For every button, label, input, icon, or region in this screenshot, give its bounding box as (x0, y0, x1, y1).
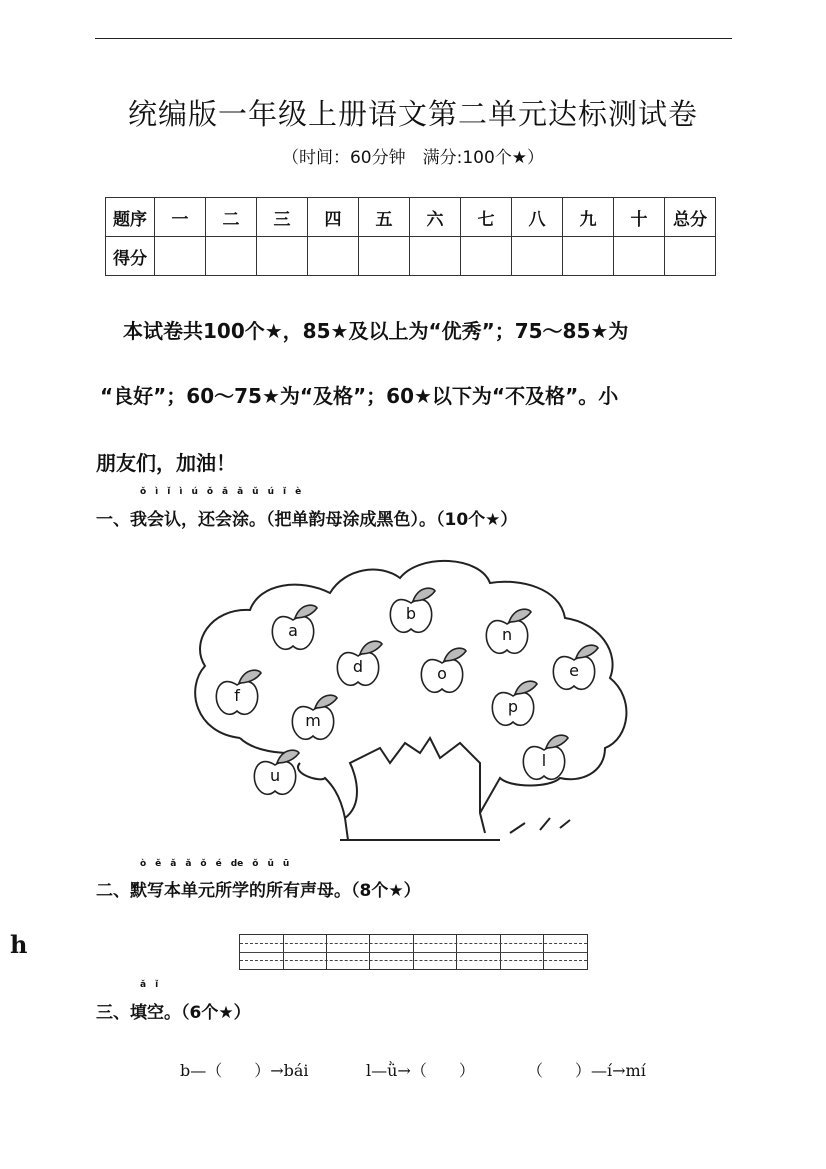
top-rule (95, 38, 732, 39)
apple (553, 645, 598, 689)
q1-heading: 一、我会认，还会涂。（把单韵母涂成黑色）。（10个★） (96, 510, 518, 530)
score-input-cell[interactable] (257, 237, 308, 276)
q3-heading: 三、填空。（6个★） (96, 1003, 251, 1023)
page-title: 统编版一年级上册语文第二单元达标测试卷 (127, 97, 698, 131)
score-table-cell: 得分 (106, 237, 155, 276)
score-table-cell: 二 (206, 198, 257, 237)
score-table-score-row (106, 237, 716, 276)
apple (292, 695, 337, 739)
apple (216, 670, 261, 714)
apple-letter: f (234, 686, 240, 705)
score-table-cell: 总分 (665, 198, 716, 237)
fill-blank-item-3[interactable]: （ ）—í→mí (527, 1061, 646, 1080)
apple-letter: d (352, 657, 364, 676)
stray-mark: h (10, 930, 28, 959)
fill-blank-item-2[interactable]: l—ǜ→（ ） (366, 1061, 475, 1080)
score-table-cell: 七 (461, 198, 512, 237)
apple-letter: n (501, 625, 513, 644)
apple-letter: p (507, 697, 519, 716)
q2-heading: 二、默写本单元所学的所有声母。（8个★） (96, 881, 421, 901)
apple (523, 735, 568, 779)
score-table-cell: 四 (308, 198, 359, 237)
apple (390, 588, 435, 632)
score-table-cell: 六 (410, 198, 461, 237)
score-table (105, 197, 716, 276)
apples (216, 588, 598, 794)
writing-grid[interactable] (239, 934, 588, 970)
apple (492, 681, 537, 725)
score-table-cell: 五 (359, 198, 410, 237)
score-table-cell: 题序 (106, 198, 155, 237)
score-table-header-row (106, 198, 716, 237)
apple (337, 641, 382, 685)
score-table-cell: 三 (257, 198, 308, 237)
score-input-cell[interactable] (308, 237, 359, 276)
apple-tree-illustration (180, 548, 650, 848)
score-input-cell[interactable] (359, 237, 410, 276)
score-input-cell[interactable] (206, 237, 257, 276)
apple-letter: m (305, 711, 321, 730)
guide-line (240, 960, 587, 961)
guide-line (240, 952, 587, 953)
apple-letter: l (541, 751, 547, 770)
apple (421, 648, 466, 692)
apple-letter: b (405, 604, 417, 623)
apple (486, 609, 531, 653)
apple (272, 605, 317, 649)
apple-letter: o (437, 664, 447, 683)
q3-pinyin: ǎ ǐ (140, 980, 159, 990)
intro-line-3: 朋友们，加油！ (96, 451, 236, 475)
exam-subtitle: （时间：60分钟 满分:100个★） (281, 148, 545, 168)
apple-letter: u (269, 766, 281, 785)
score-input-cell[interactable] (155, 237, 206, 276)
apple-letter: a (288, 621, 298, 640)
guide-line (240, 943, 587, 944)
score-input-cell[interactable] (665, 237, 716, 276)
fill-blank-item-1[interactable]: b—（ ）→bái (180, 1061, 309, 1080)
intro-line-2: “良好”；60～75★为“及格”；60★以下为“不及格”。小 (100, 384, 619, 408)
q1-pinyin: ǒ ì ǐ ì ú ǒ ǎ ǎ ǔ ú ǐ è (140, 487, 302, 497)
score-table-cell: 九 (563, 198, 614, 237)
tree-trunk (298, 738, 480, 840)
tree-canopy (195, 561, 626, 833)
score-table-cell: 一 (155, 198, 206, 237)
score-table-cell: 十 (614, 198, 665, 237)
score-input-cell[interactable] (461, 237, 512, 276)
apple-letter: e (569, 661, 579, 680)
q2-pinyin: ò ě ǎ ǎ ǒ é de ǒ ǔ ū (140, 859, 290, 869)
tree-ground (340, 818, 570, 840)
intro-line-1: 本试卷共100个★，85★及以上为“优秀”；75～85★为 (103, 319, 629, 343)
apple (254, 750, 299, 794)
score-input-cell[interactable] (614, 237, 665, 276)
score-input-cell[interactable] (512, 237, 563, 276)
score-input-cell[interactable] (563, 237, 614, 276)
score-input-cell[interactable] (410, 237, 461, 276)
score-table-cell: 八 (512, 198, 563, 237)
